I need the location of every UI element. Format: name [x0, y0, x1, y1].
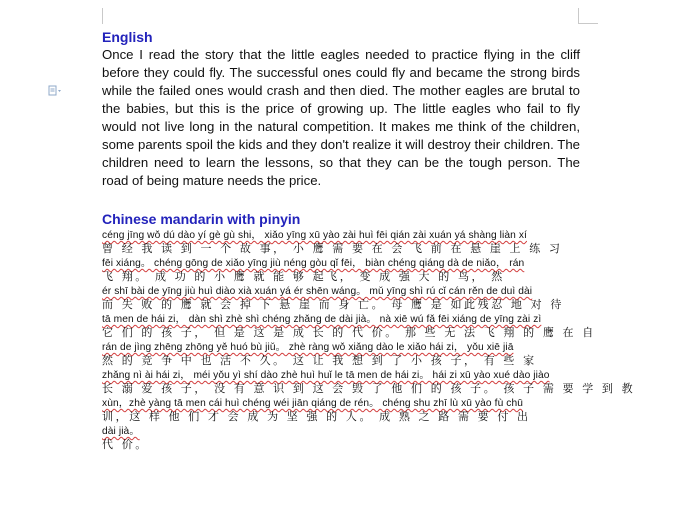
chinese-heading: Chinese mandarin with pinyin: [102, 211, 301, 227]
pinyin-line: tā men de hái zi， dàn shì zhè shì chéng zhǎng de dài jià。 nà xiē wú fǎ fēi xiáng de yīng zài zì: [102, 314, 542, 325]
pinyin-line: fēi xiáng。 chéng gōng de xiǎo yīng jiù néng gòu qǐ fēi， biàn chéng qiáng dà de niǎo， rán: [102, 258, 525, 269]
hanzi-line: 然 的 竞 争 中 也 活 不 久。 这 让 我 想 到 了 小 孩 子， 有 些 家: [102, 354, 537, 367]
hanzi-line: 曾 经 我 读 到 一 个 故 事， 小 鹰 需 要 在 会 飞 前 在 悬 崖 上 练 习: [102, 242, 563, 255]
hanzi-line: 代 价。: [102, 438, 149, 451]
pinyin-line: ér shī bài de yīng jiù huì diào xià xuán yá ér shēn wáng。 mǔ yīng shì rú cǐ cán rěn de duì dài: [102, 286, 533, 297]
hanzi-line: 它 们 的 孩 子， 但 是 这 是 成 长 的 代 价。 那 些 无 法 飞 翔 的 鹰 在 自: [102, 326, 596, 339]
hanzi-line: 而 失 败 的 鹰 就 会 掉 下 悬 崖 而 身 亡。 母 鹰 是 如此残忍 地 对 待: [102, 298, 564, 311]
pinyin-line: zhǎng nì ài hái zi， méi yǒu yì shí dào zhè huì huǐ le tā men de hái zi。 hái zi xū yào xué dào jiào: [102, 370, 550, 381]
english-paragraph: Once I read the story that the little eagles needed to practice flying in the cliff before they could fly. The successful ones could fly and became the strong birds while the failed ones would crash and then died. The mother eagles are brutal to the babies, but this is the price of growing up. The little eagles who fail to fly would not live long in the natural competition. It makes me think of the children, some parents spoil the kids and they don't realize it will destroy their children. The children need to learn the lessons, so that they can be the tough person. The road of being mature needs the price.: [102, 47, 580, 188]
crop-mark-top-right-horizontal: [578, 23, 598, 24]
crop-mark-top-left: [102, 8, 103, 24]
crop-mark-top-right: [578, 8, 579, 24]
hanzi-line: 长 溺 爱 孩 子， 没 有 意 识 到 这 会 毁 了 他 们 的 孩 子。 孩 子 需 要 学 到 教: [102, 382, 636, 395]
hanzi-line: 飞 翔。 成 功 的 小 鹰 就 能 够 起飞， 变 成 强 大 的 鸟， 然: [102, 270, 505, 283]
pinyin-line: xùn，zhè yàng tā men cái huì chéng wéi jiān qiáng de rén。 chéng shu zhī lù xū yào fù chū: [102, 398, 523, 409]
chinese-text-block: [102, 229, 636, 453]
hanzi-line: 训，这 样 他 们 才 会 成 为 坚 强 的 人。 成 熟 之 路 需 要 付 出: [102, 410, 531, 423]
pinyin-line: céng jīng wǒ dú dào yí gè gù shi， xiǎo yīng xū yào zài huì fēi qián zài xuán yá shàng liàn xí: [102, 230, 527, 241]
english-heading: English: [102, 29, 153, 45]
pinyin-line: rán de jìng zhēng zhōng yě huó bù jiǔ。 zhè ràng wǒ xiǎng dào le xiǎo hái zi， yǒu xiē jiā: [102, 342, 514, 353]
document-content: [102, 29, 636, 453]
pinyin-line: dài jià。: [102, 426, 140, 437]
paragraph-icon[interactable]: [48, 85, 62, 97]
